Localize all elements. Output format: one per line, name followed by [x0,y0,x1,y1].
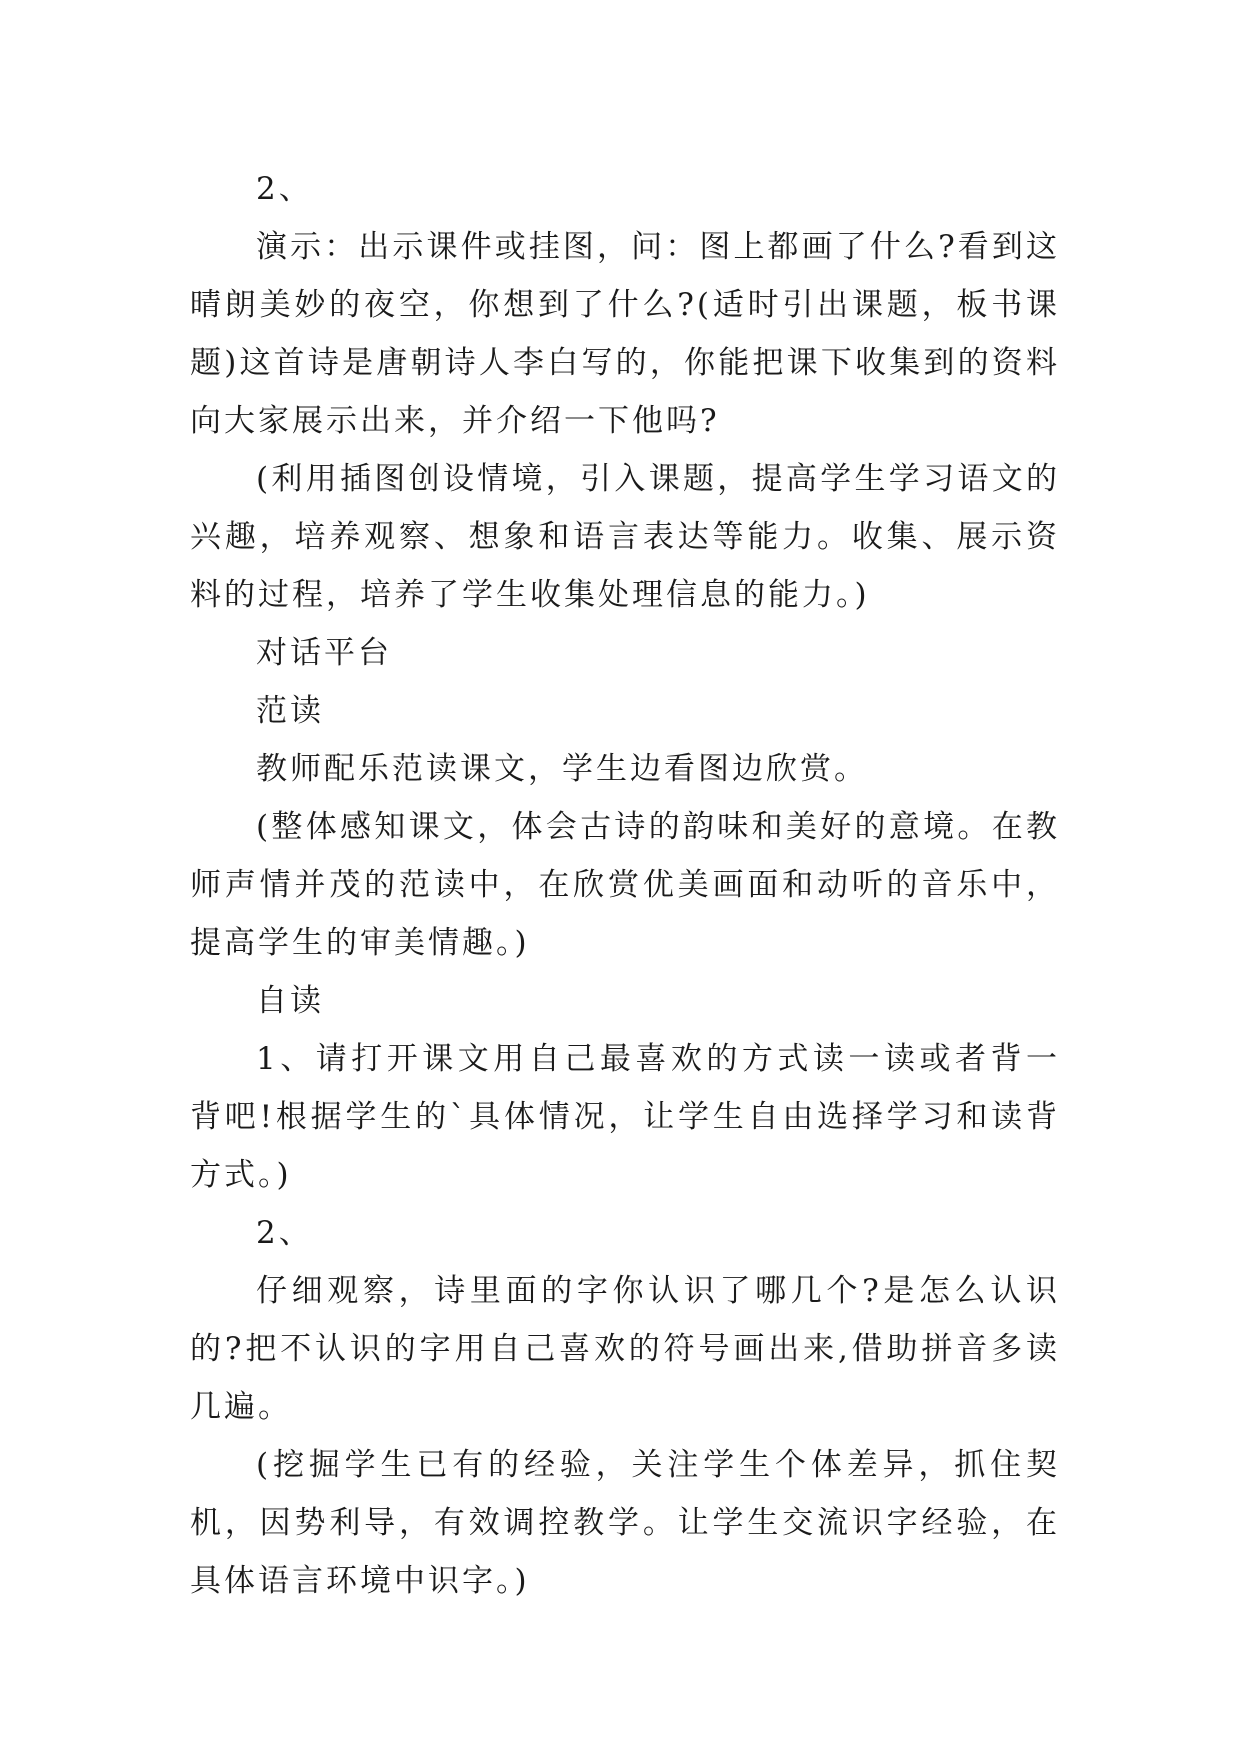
paragraph-experience-note: (挖掘学生已有的经验，关注学生个体差异，抓住契机，因势利导，有效调控教学。让学生交流识字经验，在具体语言环境中识字。) [190,1447,1060,1599]
document-body [190,160,1060,1610]
paragraph-illustration-note: (利用插图创设情境，引入课题，提高学生学习语文的兴趣，培养观察、想象和语言表达等能力。收集、展示资料的过程，培养了学生收集处理信息的能力。) [190,461,1060,613]
paragraph-teacher-reading: 教师配乐范读课文，学生边看图边欣赏。 [256,751,868,787]
paragraph-self-reading: 自读 [256,983,324,1019]
paragraph-step-2-heading: 2、 [256,171,313,207]
paragraph-dialogue-platform: 对话平台 [256,635,392,671]
paragraph-step-2-label: 2、 [256,1215,313,1251]
paragraph-demonstration: 演示：出示课件或挂图，问：图上都画了什么?看到这晴朗美妙的夜空，你想到了什么?(适时引出课题，板书课题)这首诗是唐朝诗人李白写的，你能把课下收集到的资料向大家展示出来，并介绍一下他吗? [190,229,1060,439]
paragraph-perception-note: (整体感知课文，体会古诗的韵味和美好的意境。在教师声情并茂的范读中，在欣赏优美画面和动听的音乐中，提高学生的审美情趣。) [190,809,1060,961]
paragraph-observe: 仔细观察，诗里面的字你认识了哪几个?是怎么认识的?把不认识的字用自己喜欢的符号画出来,借助拼音多读几遍。 [190,1273,1060,1425]
paragraph-model-reading: 范读 [256,693,324,729]
paragraph-step-1: 1、请打开课文用自己最喜欢的方式读一读或者背一背吧!根据学生的`具体情况，让学生自由选择学习和读背方式。) [190,1041,1060,1193]
